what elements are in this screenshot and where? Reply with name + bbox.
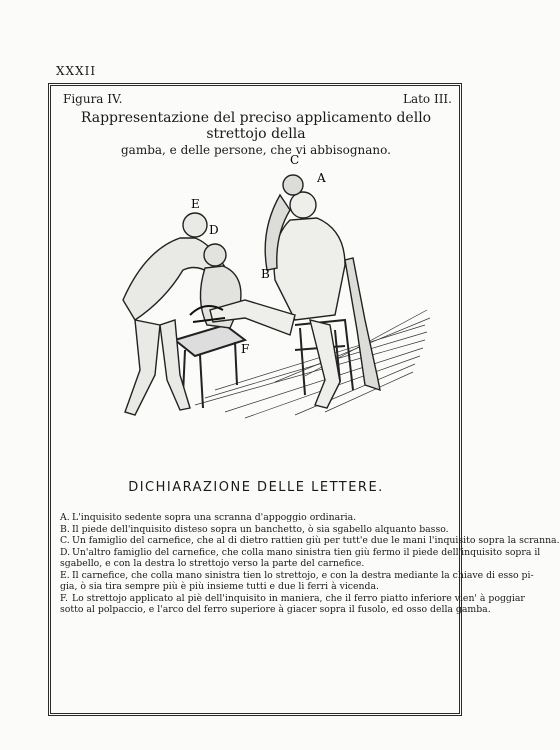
letter-b: B xyxy=(261,267,270,281)
engraving-illustration xyxy=(95,150,445,425)
letter-c: C xyxy=(290,153,300,167)
legend-text: Il piede dell'inquisito disteso sopra un banchetto, ò sia sgabello alquanto basso. xyxy=(72,523,449,535)
legend-text: Lo strettojo applicato al piè dell'inquisito in maniera, che il ferro piatto inferiore vien' à poggiar xyxy=(72,592,525,604)
legend-text: Un famiglio del carnefice, che al di dietro rattien giù per tutt'e due le mani l'inquisito sopra la scranna. xyxy=(72,535,560,546)
figure-label: Figura IV. xyxy=(63,92,123,106)
legend-text-continuation: sgabello, e con la destra lo strettojo verso la parte del carnefice. xyxy=(60,558,365,569)
letter-d: D xyxy=(209,223,219,237)
legend-item xyxy=(60,546,541,559)
title-line-2: gamba, e delle persone, che vi abbisognano. xyxy=(121,143,391,157)
legend-item xyxy=(60,592,525,605)
legend-text-continuation: sotto al polpaccio, e l'arco del ferro superiore à giacer sopra il fusolo, ed osso della gamba. xyxy=(60,604,491,615)
legend-text-continuation: gia, ò sia tira sempre più è più insieme tutti e due li ferri à vicenda. xyxy=(60,581,379,592)
legend-text: L'inquisito sedente sopra una scranna d'appoggio ordinaria. xyxy=(72,512,357,523)
legend-key: A. xyxy=(60,512,70,523)
page-number: XXXII xyxy=(56,64,97,78)
letter-a: A xyxy=(317,171,326,185)
section-heading: DICHIARAZIONE DELLE LETTERE. xyxy=(128,480,384,495)
legend-key: F. xyxy=(60,592,68,604)
legend-item xyxy=(60,524,456,536)
legend-item xyxy=(60,535,560,547)
title-line-1: Rappresentazione del preciso applicamento dello strettojo della xyxy=(80,110,432,142)
legend-key: E. xyxy=(60,569,70,581)
legend xyxy=(60,512,560,616)
legend-item xyxy=(60,569,534,582)
legend-text: Il carnefice, che colla mano sinistra tien lo strettojo, e con la destra mediante la chiave di esso pi- xyxy=(72,569,534,581)
lato-label: Lato III. xyxy=(402,92,452,106)
letter-f: F xyxy=(241,342,250,356)
legend-key: B. xyxy=(60,523,70,535)
legend-item xyxy=(60,512,456,524)
legend-text: Un'altro famiglio del carnefice, che colla mano sinistra tien giù fermo il piede dell'inquisito sopra il xyxy=(72,546,541,558)
letter-e: E xyxy=(191,197,200,211)
legend-key: D. xyxy=(60,546,71,558)
legend-key: C. xyxy=(60,535,70,546)
